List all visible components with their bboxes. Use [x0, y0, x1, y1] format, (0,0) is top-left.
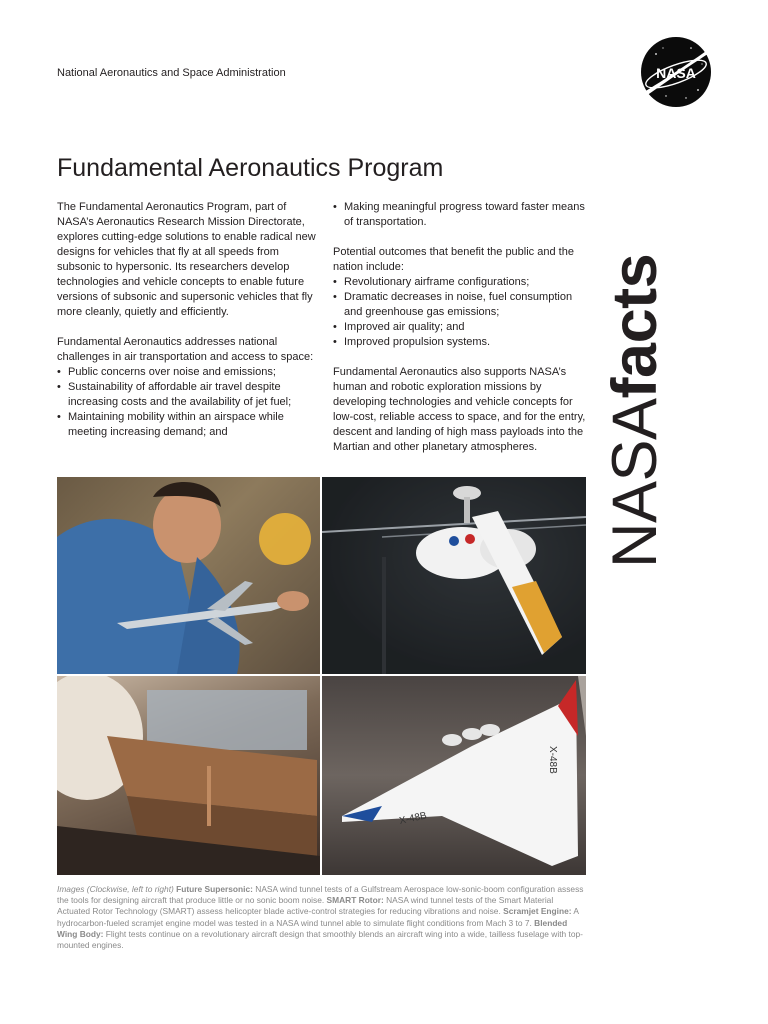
caption-text: NASA wind tunnel tests of a Gulfstream Aerospace low-sonic-boom configuration assess the tools for designing aircraft that produce little or no sonic boom noise. — [57, 884, 584, 906]
list-item: • Making meaningful progress toward faster means of transportation. — [333, 200, 591, 230]
left-column — [57, 200, 319, 455]
list-item: • Sustainability of affordable air travel despite increasing costs and the availability of jet fuel; — [57, 380, 319, 410]
photo-caption — [57, 884, 585, 951]
intro-paragraph: The Fundamental Aeronautics Program, part of NASA’s Aeronautics Research Mission Directorate, explores cutting-edge solutions to enable radical new designs for vehicles that fly at all speeds from subsonic to hypersonic. Its researchers develop technologies and vehicle concepts to enable future versions of subsonic and supersonic vehicles that fly more cleanly, quietly and efficiently. — [57, 201, 316, 318]
photo-grid — [57, 477, 586, 875]
caption-label: SMART Rotor: — [326, 895, 384, 906]
photo-future-supersonic — [57, 477, 320, 674]
wordmark-facts: facts — [600, 253, 670, 399]
caption-text: A hydrocarbon-fueled scramjet engine model was tested in a NASA wind tunnel able to simulate flight conditions from Mach 3 to 7. — [57, 906, 579, 928]
photo-blended-wing-body — [322, 676, 586, 875]
aircraft-wing-label: X-48B — [398, 810, 428, 827]
challenges-list — [57, 365, 319, 440]
caption-label: Future Supersonic: — [176, 884, 253, 894]
photo-smart-rotor — [322, 477, 586, 674]
photo-scramjet-engine — [57, 676, 320, 875]
caption-intro: Images (Clockwise, left to right) — [57, 884, 174, 894]
nasa-meatball-logo-icon — [636, 34, 724, 110]
list-item: • Revolutionary airframe configurations; — [333, 275, 591, 290]
list-item: • Improved air quality; and — [333, 320, 591, 335]
page-title: Fundamental Aeronautics Program — [57, 154, 444, 182]
list-item: • Improved propulsion systems. — [333, 335, 591, 350]
closing-paragraph: Fundamental Aeronautics also supports NASA’s human and robotic exploration missions by developing technologies and vehicle concepts for low-cost, reliable access to space, and for the entry, descent and landing of high mass payloads into the Martian and other planetary atmospheres. — [333, 366, 586, 453]
logo-text: NASA — [656, 65, 696, 81]
list-item: • Maintaining mobility within an airspace while meeting increasing demand; and — [57, 410, 319, 440]
caption-label: Scramjet Engine: — [503, 906, 572, 917]
outcomes-lead: Potential outcomes that benefit the public and the nation include: — [333, 246, 574, 273]
nasafacts-wordmark — [600, 253, 670, 568]
wordmark-nasa: NASA — [600, 398, 670, 568]
caption-text: Flight tests continue on a revolutionary aircraft design that smoothly blends an aircraft wing into a wide, tailless fuselage with top-mounted engines. — [57, 928, 583, 951]
list-item: • Dramatic decreases in noise, fuel consumption and greenhouse gas emissions; — [333, 290, 591, 320]
caption-text: NASA wind tunnel tests of the Smart Material Actuated Rotor Technology (SMART) assess helicopter blade active-control strategies for reducing vibrations and noise. — [57, 895, 554, 917]
agency-name: National Aeronautics and Space Administration — [57, 67, 286, 79]
caption-label: Blended Wing Body: — [57, 917, 568, 939]
aircraft-tail-label: X-48B — [547, 746, 558, 774]
challenges-lead: Fundamental Aeronautics addresses national challenges in air transportation and access to space: — [57, 336, 314, 363]
right-column — [333, 200, 591, 470]
list-item: • Public concerns over noise and emissions; — [57, 365, 319, 380]
outcomes-list — [333, 275, 591, 350]
challenges-list-continued — [333, 200, 591, 230]
